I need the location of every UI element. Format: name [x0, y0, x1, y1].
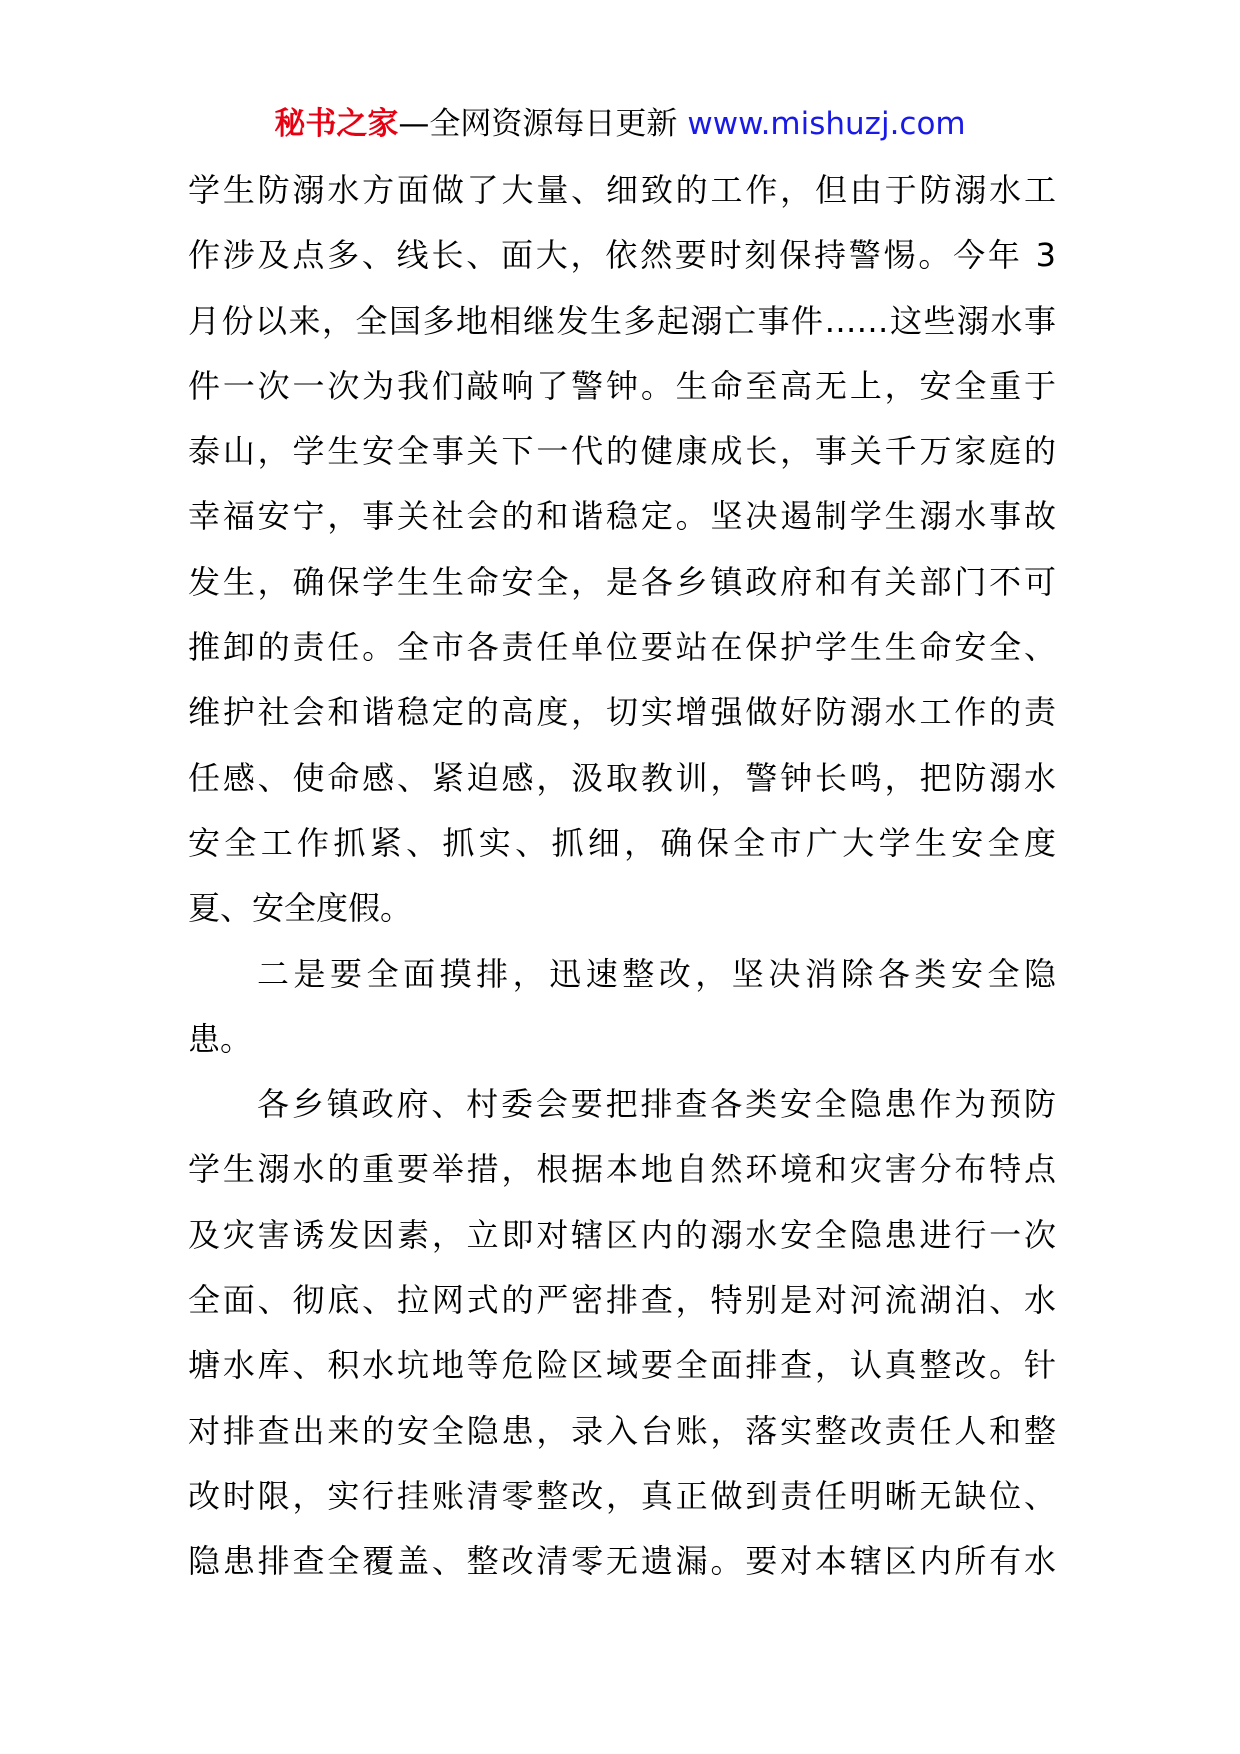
text-line: 发生，确保学生生命安全，是各乡镇政府和有关部门不可 — [188, 562, 1056, 601]
text-line: 学生溺水的重要举措，根据本地自然环境和灾害分布特点 — [188, 1150, 1056, 1189]
text-line: 任感、使命感、紧迫感，汲取教训，警钟长鸣，把防溺水 — [188, 758, 1056, 797]
brand-name: 秘书之家 — [274, 106, 399, 142]
text-line: 患。 — [188, 1019, 253, 1058]
text-line: 及灾害诱发因素，立即对辖区内的溺水安全隐患进行一次 — [188, 1215, 1056, 1254]
text-line: 全面、彻底、拉网式的严密排查，特别是对河流湖泊、水 — [188, 1281, 1056, 1320]
text-line: 泰山，学生安全事关下一代的健康成长，事关千万家庭的 — [188, 432, 1056, 471]
text-line: 隐患排查全覆盖、整改清零无遗漏。要对本辖区内所有水 — [188, 1542, 1056, 1581]
paragraph — [188, 942, 1056, 1073]
text-line: 对排查出来的安全隐患，录入台账，落实整改责任人和整 — [188, 1411, 1056, 1450]
body-text — [188, 158, 1056, 1595]
text-line: 作涉及点多、线长、面大，依然要时刻保持警惕。今年 3 — [188, 236, 1056, 275]
page-header — [0, 102, 1240, 146]
paragraph — [188, 158, 1056, 942]
text-line: 改时限，实行挂账清零整改，真正做到责任明晰无缺位、 — [188, 1476, 1056, 1515]
paragraph — [188, 1072, 1056, 1594]
text-line: 幸福安宁，事关社会的和谐稳定。坚决遏制学生溺水事故 — [188, 497, 1056, 536]
text-line: 学生防溺水方面做了大量、细致的工作，但由于防溺水工 — [188, 171, 1056, 209]
text-line: 各乡镇政府、村委会要把排查各类安全隐患作为预防 — [257, 1085, 1056, 1124]
text-line: 维护社会和谐稳定的高度，切实增强做好防溺水工作的责 — [188, 693, 1056, 732]
text-line: 塘水库、积水坑地等危险区域要全面排查，认真整改。针 — [188, 1346, 1056, 1385]
text-line: 月份以来，全国多地相继发生多起溺亡事件……这些溺水事 — [188, 301, 1056, 340]
text-line: 夏、安全度假。 — [188, 889, 413, 928]
text-line: 安全工作抓紧、抓实、抓细，确保全市广大学生安全度 — [188, 823, 1056, 862]
header-url: www.mishuzj.com — [687, 106, 966, 142]
text-line: 推卸的责任。全市各责任单位要站在保护学生生命安全、 — [188, 628, 1056, 667]
text-line: 二是要全面摸排，迅速整改，坚决消除各类安全隐 — [257, 954, 1056, 993]
header-tagline: —全网资源每日更新 — [398, 106, 678, 142]
text-line: 件一次一次为我们敲响了警钟。生命至高无上，安全重于 — [188, 366, 1056, 405]
